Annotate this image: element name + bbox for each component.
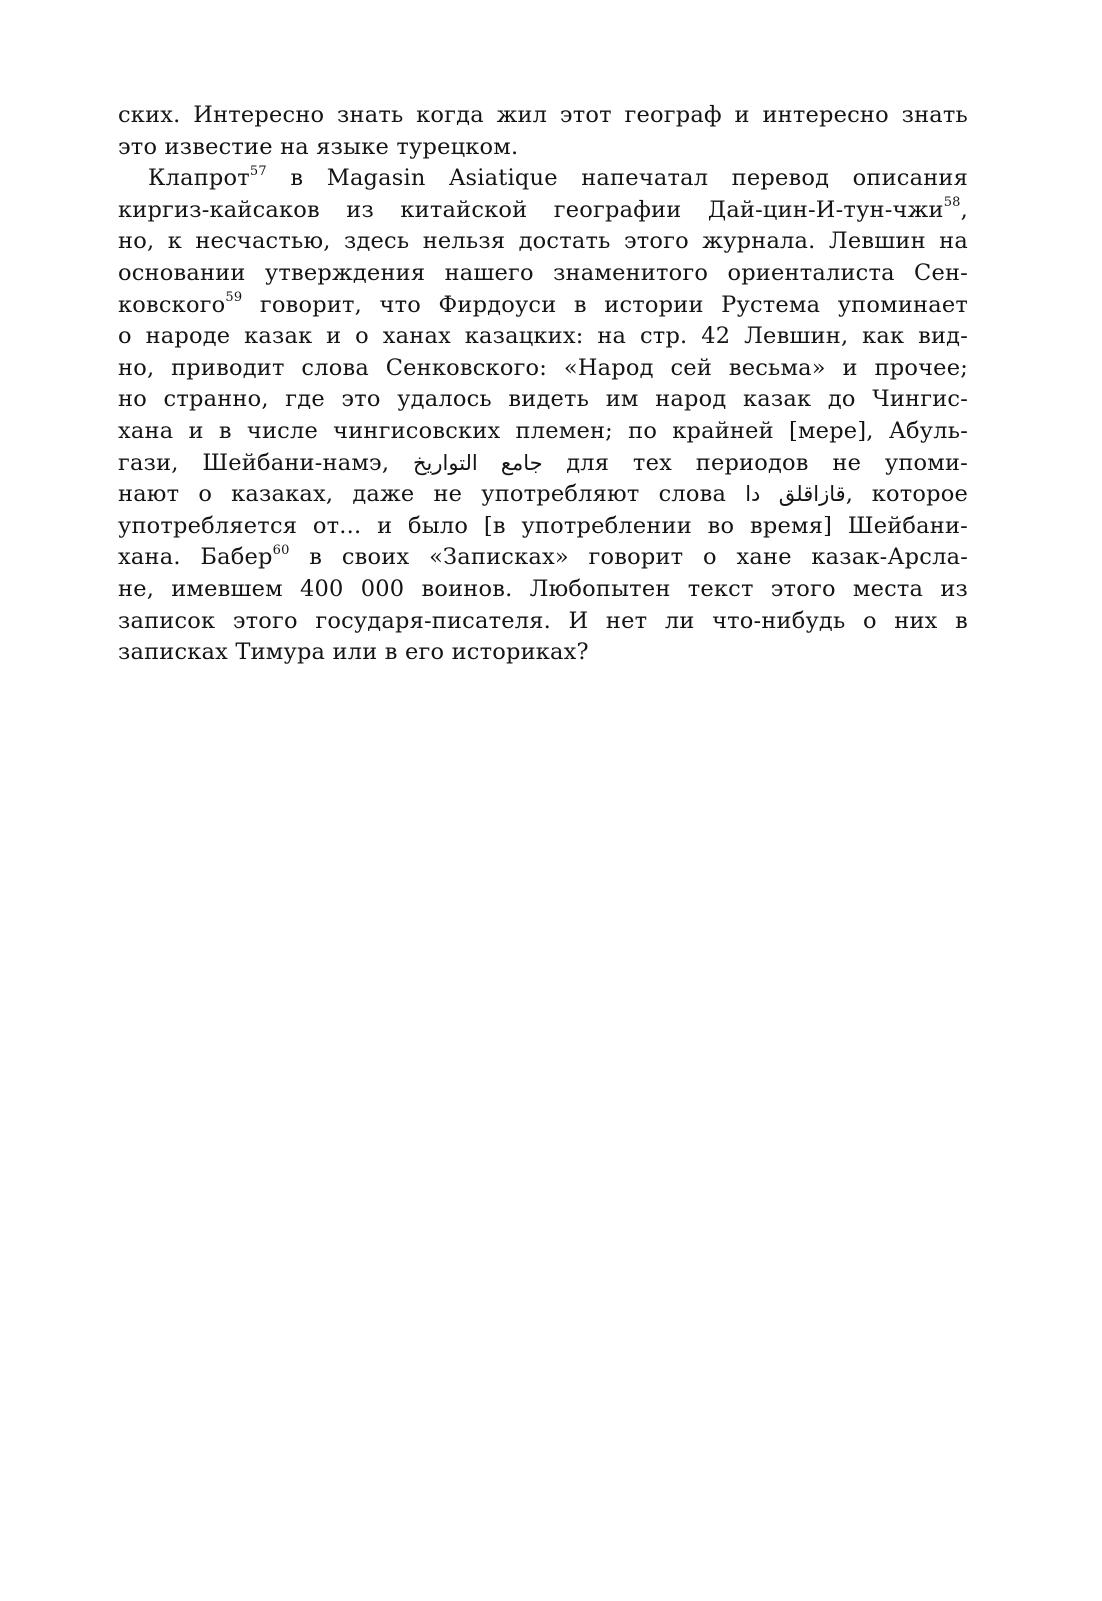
arabic-title-jami-al-tawarikh: جامع التواريخ	[412, 450, 543, 475]
text-line: о народе казак и о ханах казацких: на стр. 42 Левшин, как вид-	[118, 323, 968, 350]
text-segment: для тех периодов не упоми-	[542, 449, 968, 476]
text-line: употребляется от... и было [в употреблении во время] Шейбани-	[118, 512, 968, 539]
text-line: записках Тимура или в его историках?	[118, 639, 589, 666]
arabic-word-qazaqliq: قازاقلق دا	[745, 482, 846, 507]
text-line	[118, 448, 968, 480]
text-segment: , которое	[845, 481, 969, 508]
text-segment: нают о казаках, даже не употребляют слова	[118, 481, 746, 508]
text-line: хана и в числе чингисовских племен; по крайней [мере], Абуль-	[118, 417, 968, 444]
text-segment: в своих «Записках» говорит о хане казак-Арсла-	[289, 544, 969, 571]
footnote-ref-58: 58	[943, 195, 961, 211]
text-line	[118, 479, 968, 511]
text-segment: гази, Шейбани-намэ,	[118, 449, 413, 476]
text-line-klaproth	[118, 163, 968, 195]
footnote-ref-60: 60	[272, 542, 290, 558]
text-segment: ковского	[118, 291, 226, 318]
text-segment: хана. Бабер	[118, 544, 273, 571]
text-line	[118, 290, 968, 322]
text-line: ских. Интересно знать когда жил этот географ и интересно знать	[118, 102, 968, 128]
text-line: это известие на языке турецком.	[118, 133, 519, 160]
text-segment: говорит, что Фирдоуси в истории Рустема упоминает	[242, 291, 968, 318]
body-text	[118, 100, 968, 669]
footnote-ref-59: 59	[225, 290, 243, 306]
text-segment: киргиз-кайсаков из китайской географии Дай-цин-И-тун-чжи	[118, 196, 944, 223]
text-line: но, к несчастью, здесь нельзя достать этого журнала. Левшин на	[118, 228, 968, 255]
text-segment: Клапрот	[148, 165, 250, 192]
text-line: но странно, где это удалось видеть им народ казак до Чингис-	[118, 386, 968, 413]
text-line: не, имевшем 400 000 воинов. Любопытен текст этого места из	[118, 575, 968, 602]
text-segment: ,	[960, 196, 968, 223]
footnote-ref-57: 57	[249, 163, 267, 179]
text-line	[118, 542, 968, 574]
text-line: записок этого государя-писателя. И нет ли что-нибудь о них в	[118, 607, 968, 634]
text-line	[118, 195, 968, 227]
text-line: основании утверждения нашего знаменитого ориенталиста Сен-	[118, 259, 968, 286]
text-line: но, приводит слова Сенковского: «Народ сей весьма» и прочее;	[118, 354, 968, 381]
text-segment: в Magasin Asiatique напечатал перевод описания	[266, 165, 968, 192]
